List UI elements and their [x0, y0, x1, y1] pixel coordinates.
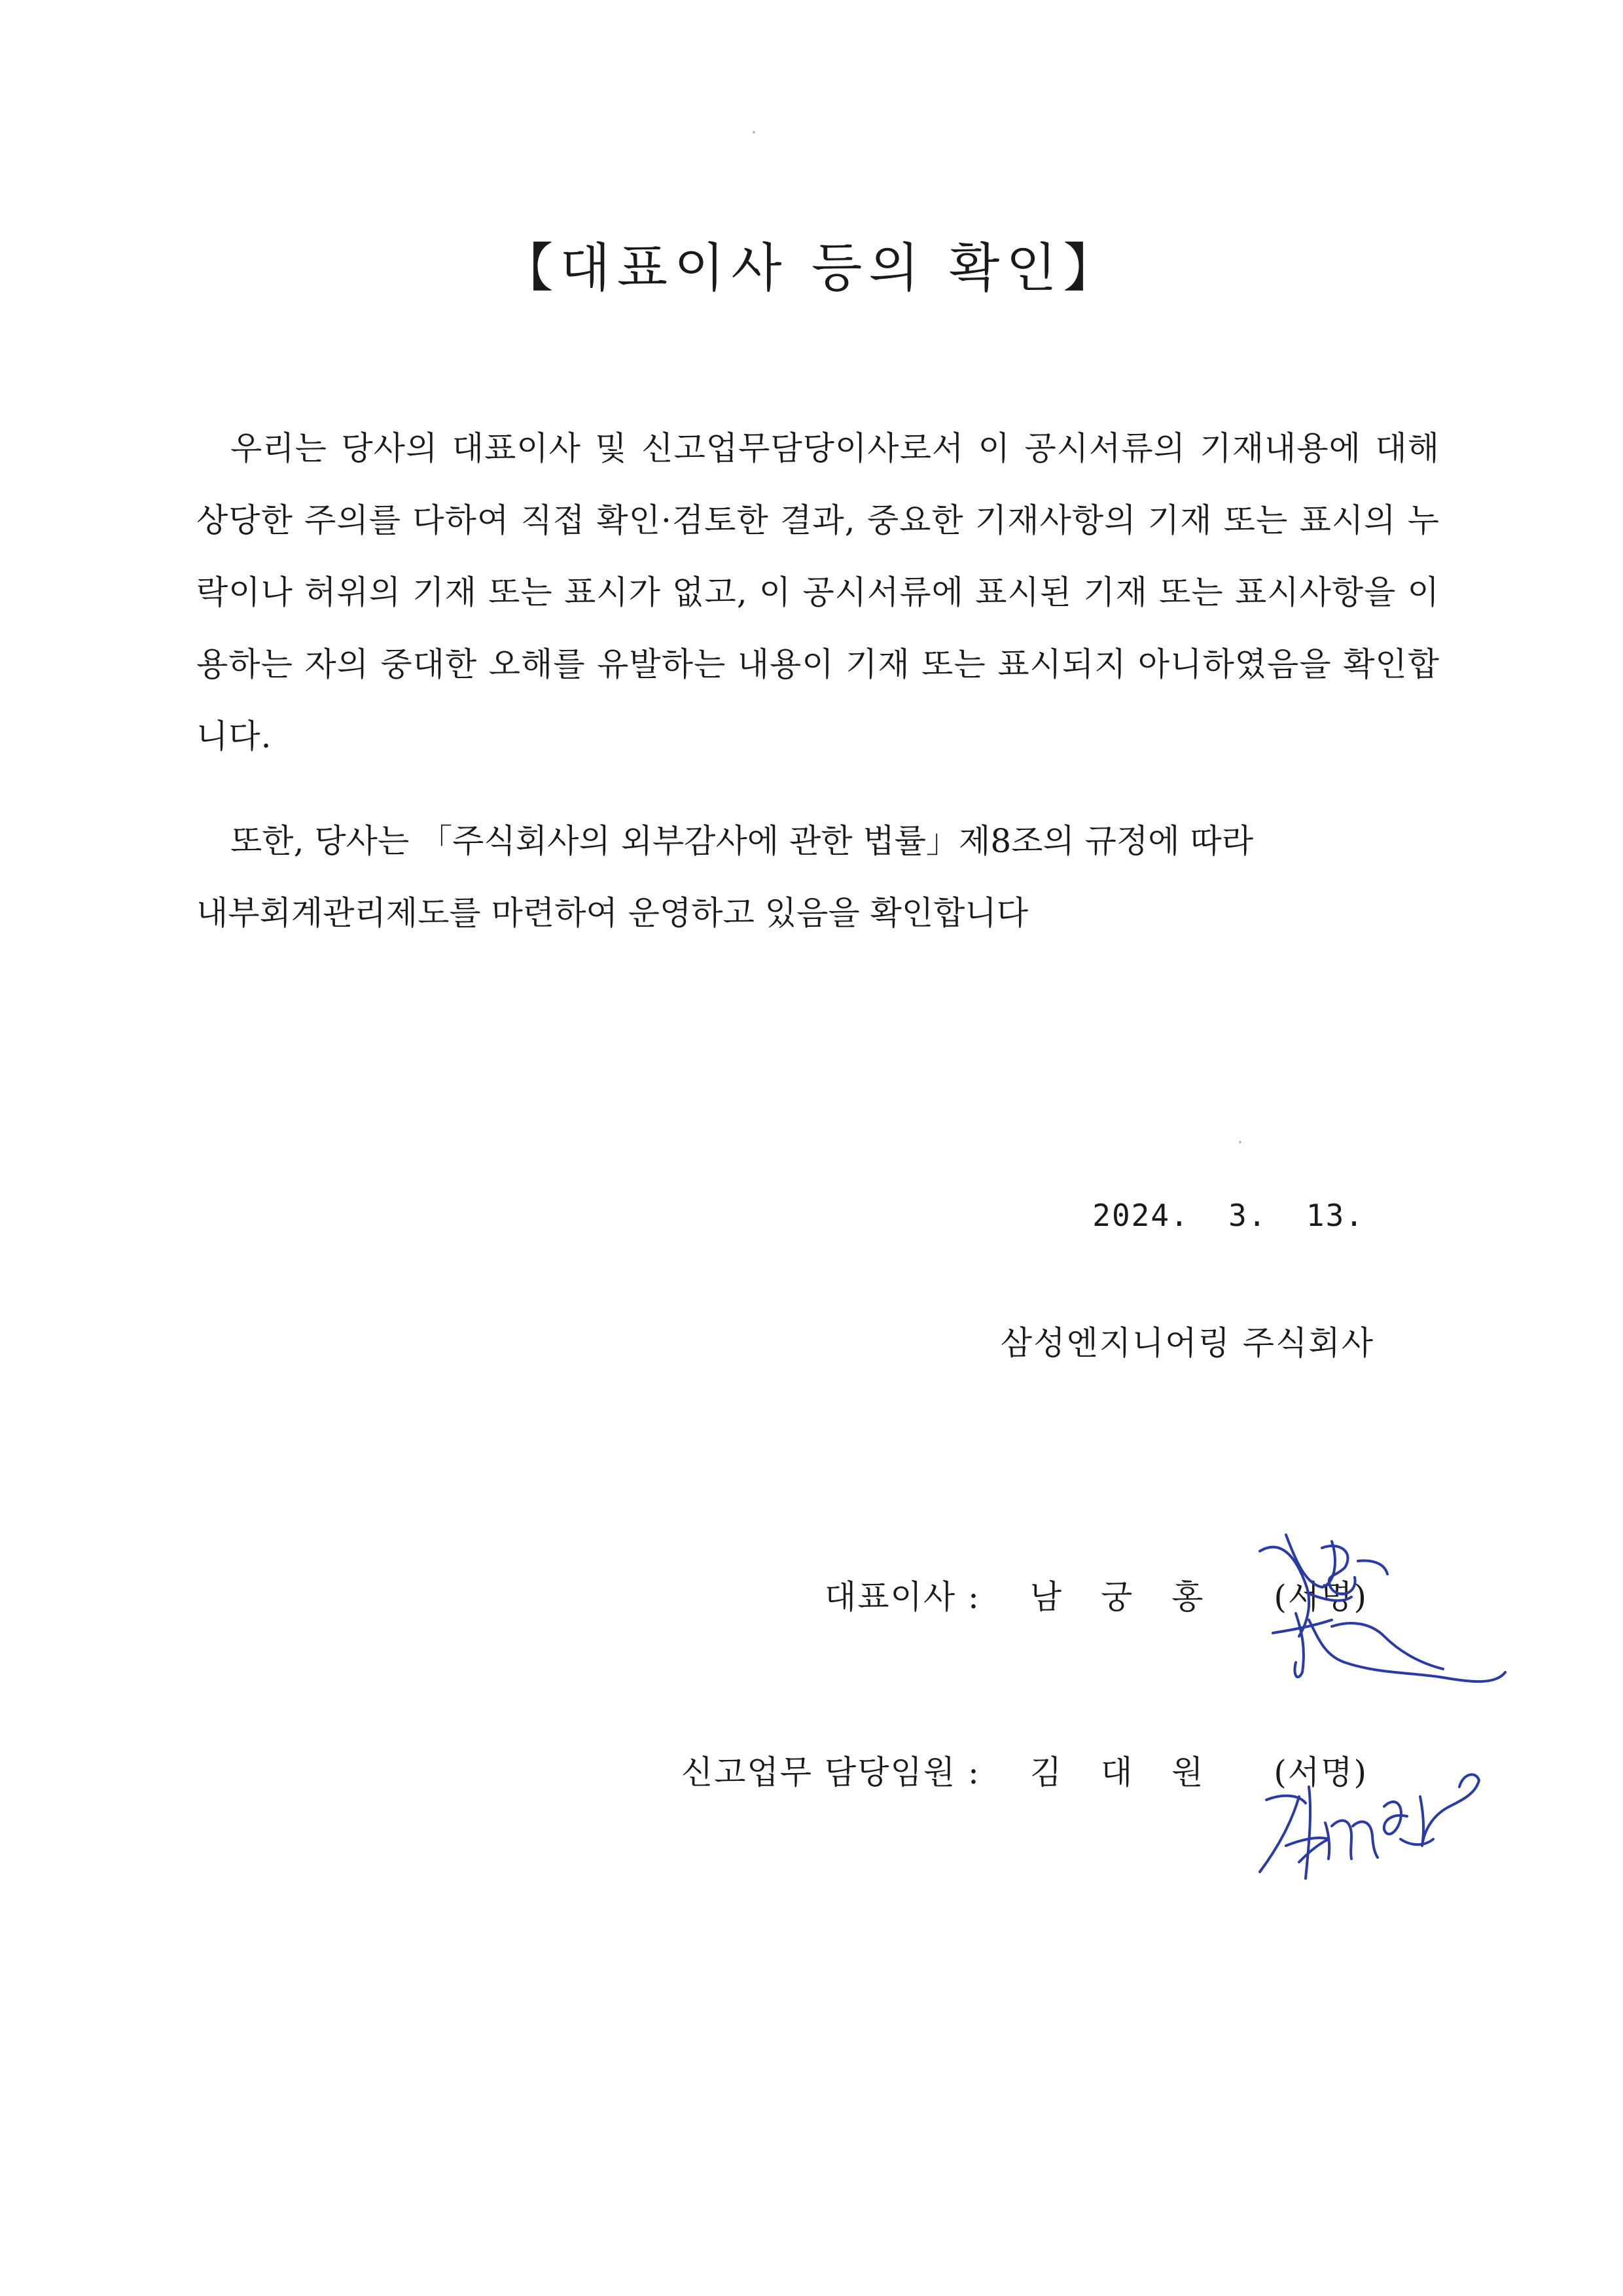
internal-control-line-2: 내부회계관리제도를 마련하여 운영하고 있음을 확인합니다: [196, 894, 1029, 932]
internal-control-paragraph: [196, 805, 1440, 949]
company-name: 삼성엔지니어링 주식회사: [1000, 1324, 1374, 1362]
ceo-seal-label: (서명): [1274, 1578, 1368, 1616]
document-title: 【대표이사 등의 확인】: [501, 238, 1122, 298]
scan-speck: [753, 131, 755, 134]
ceo-role-label: 대표이사 :: [824, 1578, 980, 1616]
confirmation-paragraph: 우리는 당사의 대표이사 및 신고업무담당이사로서 이 공시서류의 기재내용에 대해 상당한 주의를 다하여 직접 확인·검토한 결과, 중요한 기재사항의 기재 또는 표시의 누락이나 허위의 기재 또는 표시가 없고, 이 공시서류에 표시된 기재 또는 표시사항을 이용하는 자의 중대한 오해를 유발하는 내용이 기재 또는 표시되지 아니하였음을 확인합니다.: [196, 429, 1440, 755]
internal-control-line-1: 또한, 당사는 「주식회사의 외부감사에 관한 법률」제8조의 규정에 따라: [230, 822, 1254, 860]
document-date: 2024. 3. 13.: [1092, 1198, 1364, 1233]
ceo-name: 남 궁 홍: [1029, 1578, 1218, 1616]
scan-speck: [1239, 1141, 1241, 1143]
reporting-officer-role-label: 신고업무 담당임원 :: [681, 1753, 980, 1791]
reporting-officer-seal-label: (서명): [1274, 1753, 1368, 1791]
reporting-officer-name: 김 대 원: [1029, 1753, 1218, 1791]
reporting-officer-handwritten-signature: [1253, 1748, 1489, 1892]
ceo-handwritten-signature: [1247, 1522, 1522, 1692]
